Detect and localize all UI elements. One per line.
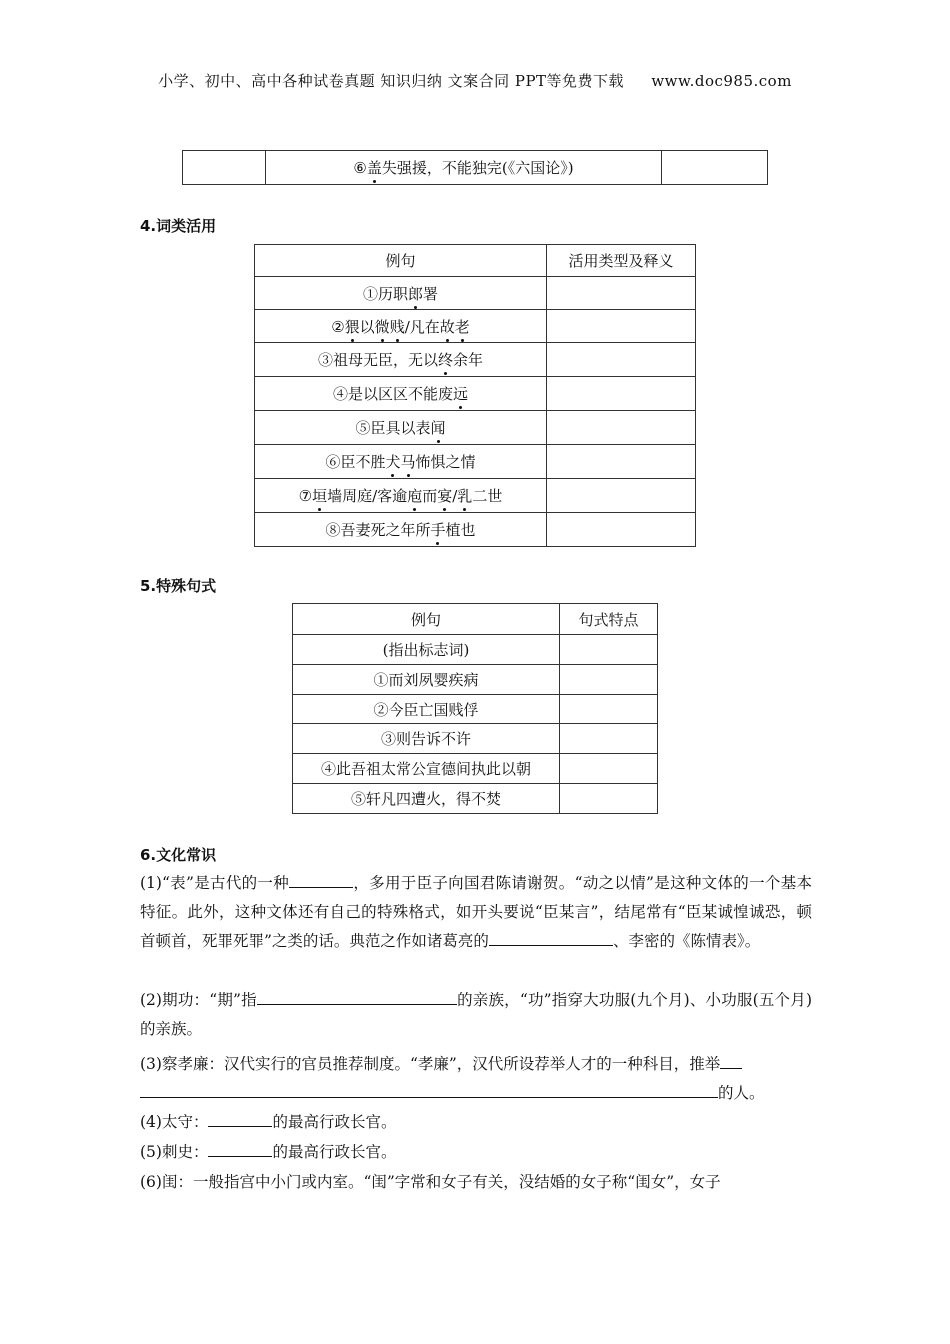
section5-header-example: 例句 <box>293 604 560 635</box>
section5-title: 5.特殊句式 <box>140 577 217 595</box>
section5-row-4: ④此吾祖太常公宣德间执此以朝 <box>293 754 560 784</box>
fill-blank[interactable] <box>208 1140 272 1157</box>
section5-header-feature: 句式特点 <box>560 604 658 635</box>
section4-row-4: ④是以区区不能废远 <box>255 377 547 411</box>
section6-item-1: (1)“表”是古代的一种 ，多用于臣子向国君陈请谢贺。“动之以情”是这种文体的一个基本特征。此外，这种文体还有自己的特殊格式，如开头要说“臣某言”，结尾常有“臣某诚惶诚恐，顿首顿首，死罪死罪”之类的话。典范之作如诸葛亮的 、李密的《陈情表》。 <box>140 869 812 956</box>
section5-row-2: ②今臣亡国贱俘 <box>293 695 560 724</box>
answer-cell[interactable] <box>547 377 696 411</box>
answer-cell[interactable] <box>547 513 696 547</box>
section5-row-3: ③则告诉不许 <box>293 724 560 754</box>
section6-item-5: (5)刺史： 的最高行政长官。 <box>140 1138 812 1167</box>
answer-cell[interactable] <box>547 343 696 377</box>
answer-cell[interactable] <box>560 665 658 695</box>
fill-blank[interactable] <box>140 1081 718 1098</box>
section4-header-type: 活用类型及释义 <box>547 245 696 277</box>
fill-blank[interactable] <box>208 1110 272 1127</box>
top-table-cell-sentence: ⑥盖失强援，不能独完(《六国论》) <box>266 151 662 185</box>
section6-item-2: (2)期功：“期”指 的亲族，“功”指穿大功服(九个月)、小功服(五个月)的亲族。 <box>140 986 812 1044</box>
answer-cell[interactable] <box>547 445 696 479</box>
header-site: www.doc985.com <box>651 72 792 90</box>
top-table <box>182 150 768 185</box>
section4-row-5: ⑤臣具以表闻 <box>255 411 547 445</box>
section4-row-2: ②猥以微贱/凡在故老 <box>255 310 547 343</box>
section6-item-4: (4)太守： 的最高行政长官。 <box>140 1108 812 1137</box>
answer-cell[interactable] <box>547 277 696 310</box>
header-text: 小学、初中、高中各种试卷真题 知识归纳 文案合同 PPT等免费下载 <box>158 72 625 90</box>
answer-cell[interactable] <box>547 479 696 513</box>
fill-blank[interactable] <box>720 1052 742 1069</box>
section5-row-5: ⑤轩凡四遭火，得不焚 <box>293 784 560 814</box>
section4-row-7: ⑦垣墙周庭/客逾庖而宴/乳二世 <box>255 479 547 513</box>
section5-row-0: (指出标志词) <box>293 635 560 665</box>
section4-title: 4.词类活用 <box>140 217 217 235</box>
fill-blank[interactable] <box>289 871 353 888</box>
section4-table <box>254 244 696 547</box>
fill-blank[interactable] <box>489 929 613 946</box>
section4-header-example: 例句 <box>255 245 547 277</box>
top-table-cell-right <box>662 151 768 185</box>
top-table-cell-left <box>183 151 266 185</box>
section4-row-6: ⑥臣不胜犬马怖惧之情 <box>255 445 547 479</box>
page-header <box>0 70 950 91</box>
section6-title: 6.文化常识 <box>140 846 217 864</box>
answer-cell[interactable] <box>547 411 696 445</box>
fill-blank[interactable] <box>257 988 457 1005</box>
emphasis-char: 盖 <box>366 159 382 177</box>
section6-item-3: (3)察孝廉：汉代实行的官员推荐制度。“孝廉”，汉代所设荐举人才的一种科目，推举 的人。 <box>140 1050 812 1108</box>
section4-row-3: ③祖母无臣，无以终余年 <box>255 343 547 377</box>
answer-cell[interactable] <box>547 310 696 343</box>
section5-row-1: ①而刘夙婴疾病 <box>293 665 560 695</box>
section4-row-1: ①历职郎署 <box>255 277 547 310</box>
section6-item-6: (6)闺：一般指宫中小门或内室。“闺”字常和女子有关，没结婚的女子称“闺女”，女子 <box>140 1173 721 1191</box>
answer-cell[interactable] <box>560 784 658 814</box>
answer-cell[interactable] <box>560 754 658 784</box>
answer-cell[interactable] <box>560 695 658 724</box>
section4-row-8: ⑧吾妻死之年所手植也 <box>255 513 547 547</box>
answer-cell[interactable] <box>560 724 658 754</box>
section5-table <box>292 603 658 814</box>
answer-cell[interactable] <box>560 635 658 665</box>
